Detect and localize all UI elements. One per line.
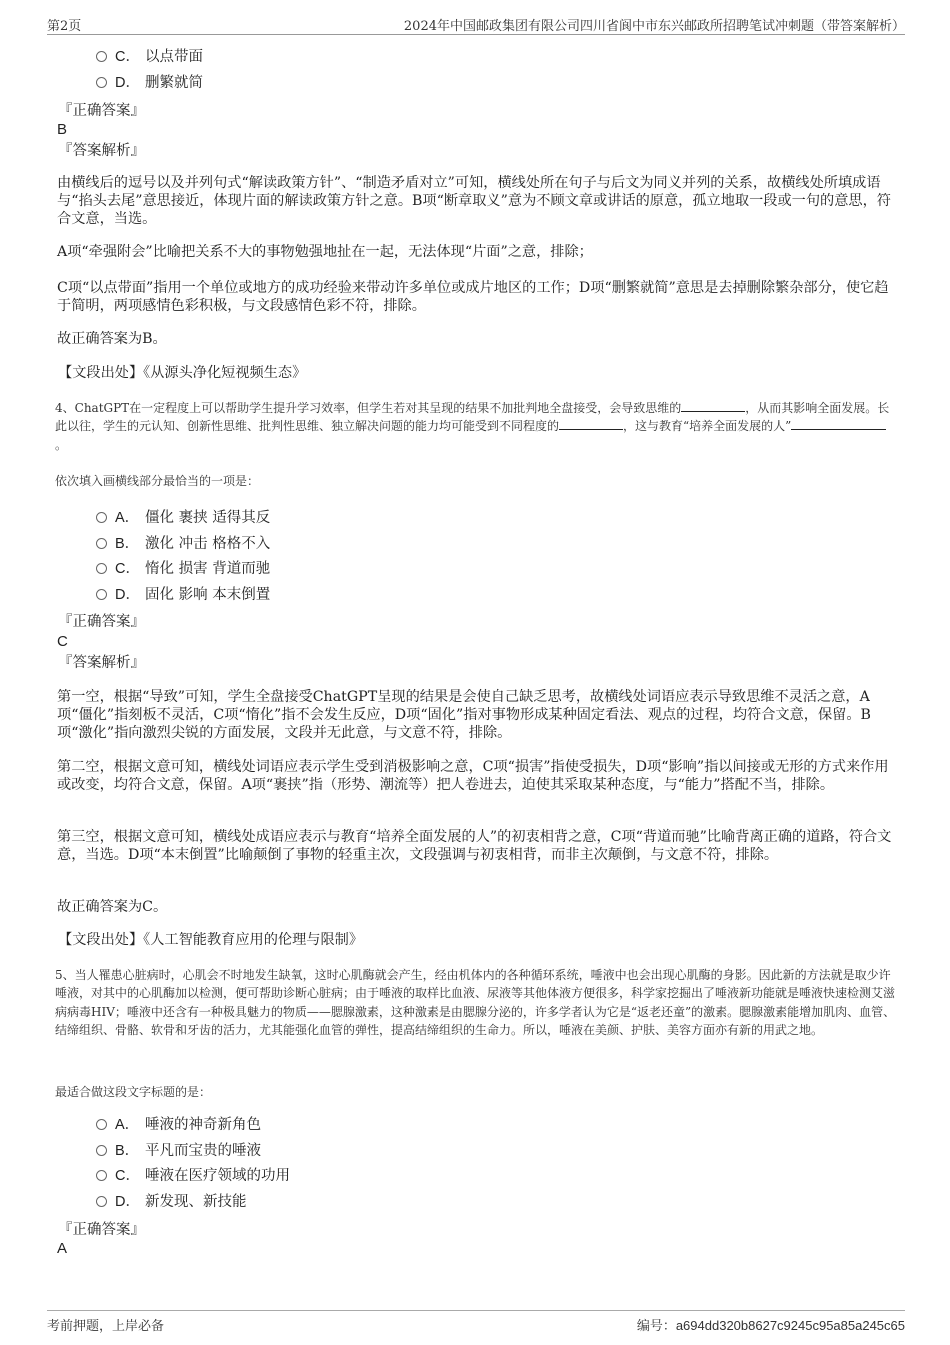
answer-value: C	[57, 633, 68, 650]
option-c[interactable]: C． 以点带面	[96, 47, 203, 67]
option-d[interactable]: D． 固化 影响 本末倒置	[96, 585, 270, 605]
analysis-paragraph: A项“牵强附会”比喻把关系不大的事物勉强地扯在一起，无法体现“片面”之意，排除；	[57, 244, 593, 260]
question-5-text: 5、当人罹患心脏病时，心肌会不时地发生缺氧，这时心肌酶就会产生，经由机体内的各种循环系统，唾液中也会出现心肌酶的身影。因此新的方法就是取少许唾液，对其中的心肌酶加以检测，便可帮助诊断心脏病；由于唾液的取样比血液、尿液等其他体液方便很多，科学家挖掘出了唾液新功能就是唾液快速检测艾滋病病毒HIV；唾液中还含有一种极具魅力的物质——腮腺激素，这种激素是由腮腺分泌的，许多学者认为它是“返老还童”的激素。腮腺激素能增加肌肉、血管、结缔组织、骨骼、软骨和牙齿的活力，尤其能强化血管的弹性，提高结缔组织的生命力。所以，唾液在美颜、护肤、美容方面亦有新的用武之地。	[55, 968, 896, 1037]
analysis-paragraph: 第二空，根据文意可知，横线处词语应表示学生受到消极影响之意，C项“损害”指使受损失，D项“影响”指以间接或无形的方式来作用或改变，均符合文意，保留。A项“裹挟”指（形势、潮流等）把人卷进去，迫使其采取某种态度，与“能力”搭配不当，排除。	[57, 759, 889, 793]
radio-icon[interactable]	[96, 1119, 107, 1130]
option-b[interactable]: B． 激化 冲击 格格不入	[96, 534, 270, 554]
option-a[interactable]: A． 僵化 裹挟 适得其反	[96, 508, 270, 528]
analysis-conclusion: 故正确答案为C。	[57, 899, 168, 915]
analysis-paragraph: 第三空，根据文意可知，横线处成语应表示与教育“培养全面发展的人”的初衷相背之意，C项“背道而驰”比喻背离正确的道路，符合文意，当选。D项“本末倒置”比喻颠倒了事物的轻重主次，文段强调与初衷相背，而非主次颠倒，与文意不符，排除。	[57, 829, 892, 863]
question-4-text: 4、ChatGPT在一定程度上可以帮助学生提升学习效率，但学生若对其呈现的结果不加批判地全盘接受，会导致思维的 ，从而其影响全面发展。长此以往，学生的元认知、创新性思维、批判性思维、独立解决问题的能力均可能受到不同程度的 ，这与教育“培养全面发展的人”。	[55, 401, 890, 452]
option-d[interactable]: D． 新发现、新技能	[96, 1192, 247, 1212]
option-c[interactable]: C． 惰化 损害 背道而驰	[96, 559, 270, 579]
radio-icon[interactable]	[96, 51, 107, 62]
analysis-label: 『答案解析』	[58, 655, 145, 671]
document-id: 编号：a694dd320b8627c9245c95a85a245c65	[636, 1318, 905, 1334]
question-4-prompt: 依次填入画横线部分最恰当的一项是：	[55, 474, 260, 488]
source-citation: 【文段出处】《从源头净化短视频生态》	[58, 365, 307, 381]
answer-value: B	[57, 121, 68, 138]
radio-icon[interactable]	[96, 538, 107, 549]
radio-icon[interactable]	[96, 512, 107, 523]
page-header	[47, 12, 905, 35]
option-a[interactable]: A． 唾液的神奇新角色	[96, 1115, 261, 1135]
radio-icon[interactable]	[96, 1170, 107, 1181]
page-footer	[47, 1310, 905, 1333]
fill-blank	[791, 417, 886, 430]
analysis-paragraph: C项“以点带面”指用一个单位或地方的成功经验来带动许多单位或成片地区的工作；D项“删繁就简”意思是去掉删除繁杂部分，使它趋于简明，两项感情色彩积极，与文段感情色彩不符，排除。	[57, 280, 889, 314]
answer-value: A	[57, 1240, 68, 1257]
radio-icon[interactable]	[96, 563, 107, 574]
analysis-conclusion: 故正确答案为B。	[57, 331, 167, 347]
radio-icon[interactable]	[96, 1145, 107, 1156]
page-number: 第2页	[47, 19, 82, 34]
option-b[interactable]: B． 平凡而宝贵的唾液	[96, 1141, 261, 1161]
radio-icon[interactable]	[96, 77, 107, 88]
document-title: 2024年中国邮政集团有限公司四川省阆中市东兴邮政所招聘笔试冲刺题（带答案解析）	[403, 19, 905, 34]
source-citation: 【文段出处】《人工智能教育应用的伦理与限制》	[58, 932, 364, 948]
analysis-paragraph: 第一空，根据“导致”可知，学生全盘接受ChatGPT呈现的结果是会使自己缺乏思考，故横线处词语应表示导致思维不灵活之意，A项“僵化”指刻板不灵活，C项“惰化”指不会发生反应，D项“固化”指对事物形成某种固定看法、观点的过程，均符合文意，保留。B项“激化”指向激烈尖锐的方面发展，文段并无此意，与文意不符，排除。	[57, 689, 871, 741]
option-d[interactable]: D． 删繁就简	[96, 73, 203, 93]
answer-label: 『正确答案』	[58, 614, 145, 630]
footer-slogan: 考前押题，上岸必备	[47, 1319, 165, 1334]
option-c[interactable]: C． 唾液在医疗领域的功用	[96, 1166, 290, 1186]
fill-blank	[559, 417, 623, 430]
radio-icon[interactable]	[96, 589, 107, 600]
answer-label: 『正确答案』	[58, 103, 145, 119]
radio-icon[interactable]	[96, 1196, 107, 1207]
question-5-prompt: 最适合做这段文字标题的是：	[55, 1085, 212, 1099]
fill-blank	[681, 399, 745, 412]
answer-label: 『正确答案』	[58, 1222, 145, 1238]
analysis-label: 『答案解析』	[58, 143, 145, 159]
analysis-paragraph: 由横线后的逗号以及并列句式“解读政策方针”、“制造矛盾对立”可知，横线处所在句子与后文为同义并列的关系，故横线处所填成语与“掐头去尾”意思接近，体现片面的解读政策方针之意。B项“断章取义”意为不顾文章或讲话的原意，孤立地取一段或一句的意思，符合文意，当选。	[57, 175, 891, 227]
